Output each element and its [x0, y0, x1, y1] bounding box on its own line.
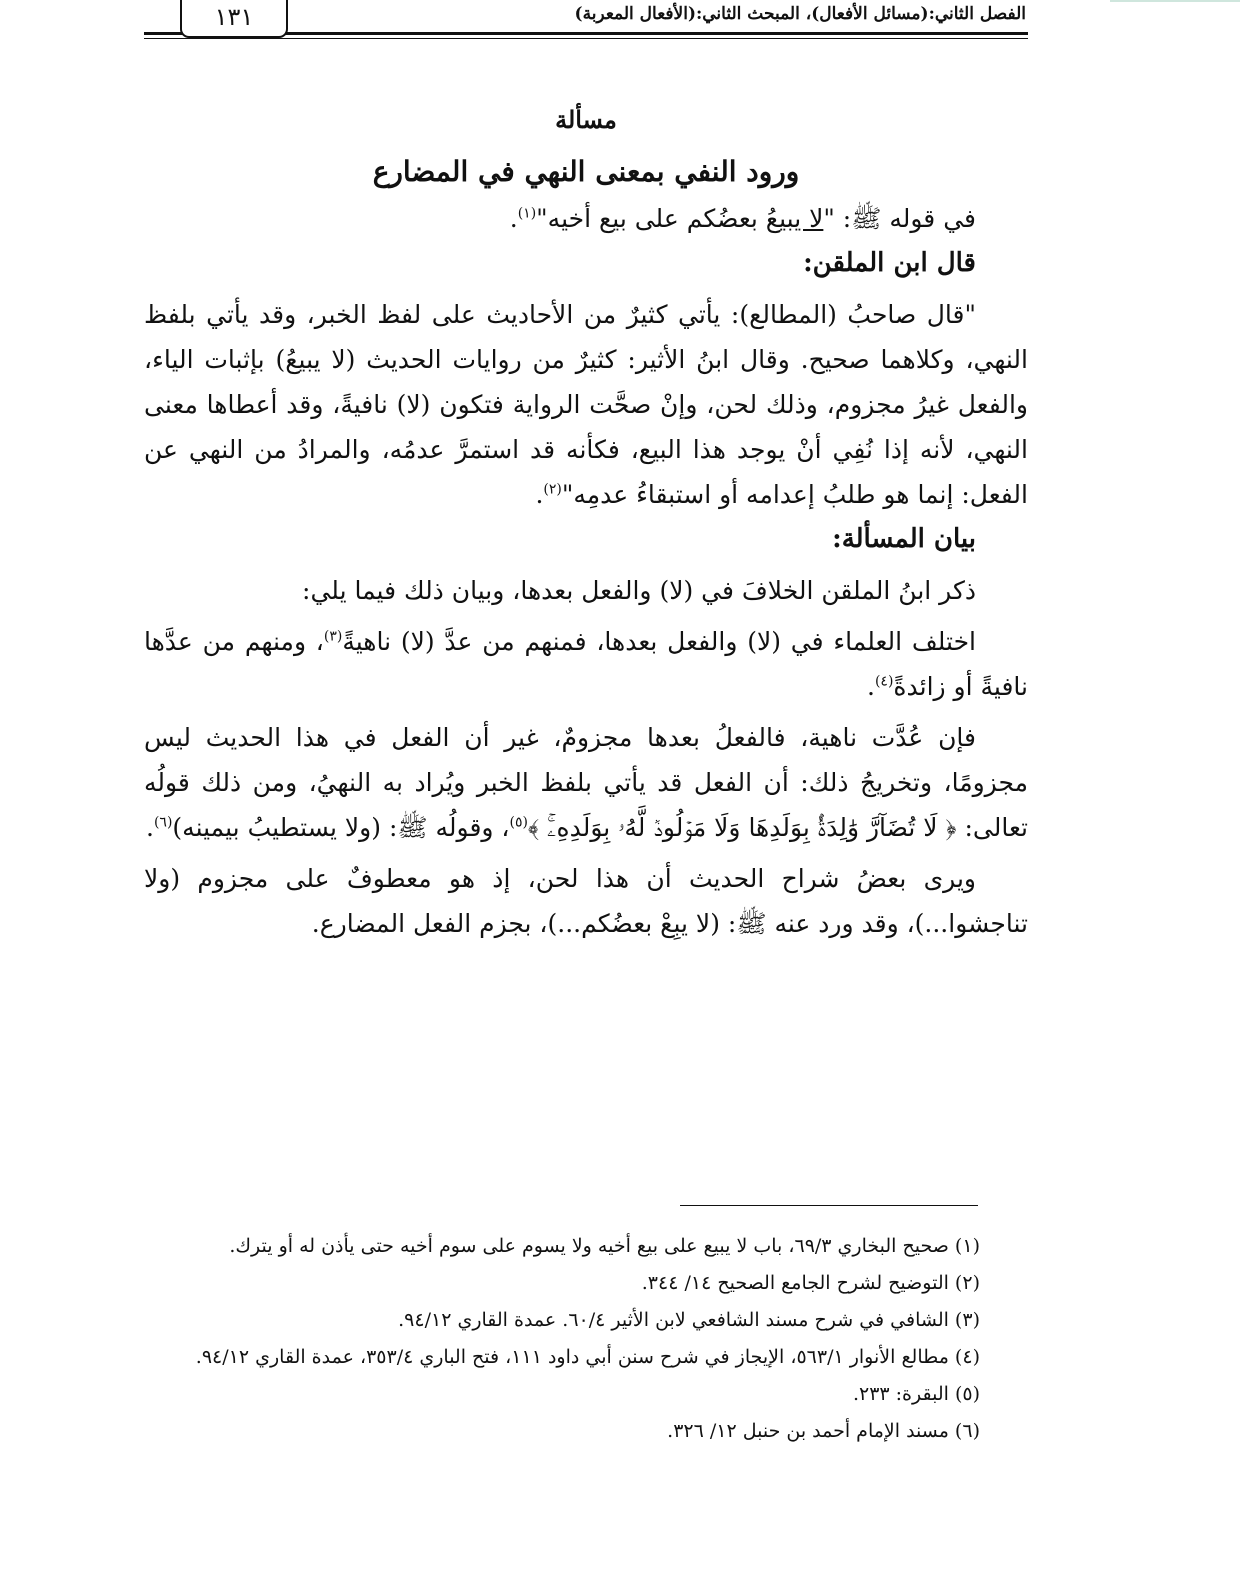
footnote-ref-2[interactable]: (٢)	[543, 481, 562, 498]
page-number: ١٣١	[180, 0, 288, 38]
issue-label: مسألة	[555, 105, 617, 134]
footnote-5: (٥) البقرة: ٢٣٣.	[852, 1383, 980, 1405]
paragraph-3-a: فإن عُدَّت ناهية، فالفعلُ بعدها مجزومٌ، غير أن الفعل في هذا الحديث ليس مجزومًا، وتخريجُ ذلك: أن الفعل قد يأتي بلفظ الخبر ويُراد به النهيُ، ومن ذلك قولُه تعالى: ﴿ لَا تُضَآرَّ وَٰلِدَةُۢ بِوَلَدِهَا وَلَا مَوۡلُودٞ لَّهُۥ بِوَلَدِهِۦۚ ﴾	[144, 723, 1028, 842]
footnote-ref-6[interactable]: (٦)	[153, 814, 173, 831]
hadith-underlined: لا يبيعُ	[765, 204, 824, 233]
footnote-1: (١) صحيح البخاري ٦٩/٣، باب لا يبيع على بيع أخيه ولا يسوم على سوم أخيه حتى يأذن له أو يترك.	[229, 1235, 980, 1257]
footnotes	[144, 1228, 1028, 1450]
paragraph-3-b: ، وقولُه ﷺ: (ولا يستطيبُ بيمينه)	[172, 813, 510, 842]
footnote-6: (٦) مسند الإمام أحمد بن حنبل ١٢/ ٣٢٦.	[667, 1420, 980, 1442]
intro-line: في قوله ﷺ: "لا يبيعُ بعضُكم على بيع أخيه"$^{(١)}$.	[509, 204, 976, 233]
corner-accent-line	[1110, 0, 1240, 2]
footnote-3: (٣) الشافي في شرح مسند الشافعي لابن الأثير ٦٠/٤. عمدة القاري ٩٤/١٢.	[398, 1309, 980, 1331]
paragraph-2: اختلف العلماء في (لا) والفعل بعدها، فمنهم من عدَّ (لا) ناهيةً$^{(٣)}$، ومنهم من عدَّها نافيةً أو زائدةً$^{(٤)}$.	[144, 627, 1028, 701]
header-rule-thin	[144, 38, 1028, 39]
quote-paragraph: "قال صاحبُ (المطالع): يأتي كثيرٌ من الأحاديث على لفظ الخبر، وقد يأتي بلفظ النهي، وكلاهما صحيح. وقال ابنُ الأثير: كثيرٌ من روايات الحديث (لا يبيعُ) بإثبات الياء، والفعل غيرُ مجزوم، وذلك لحن، وإنْ صحَّت الرواية فتكون (لا) نافيةً، وقد أعطاها معنى النهي، لأنه إذا نُفِي أنْ يوجد هذا البيع، فكأنه قد استمرَّ عدمُه، والمرادُ من النهي عن الفعل: إنما هو طلبُ إعدامه أو استبقاءُ عدمِه"$^{(٢)}$.	[144, 300, 1028, 509]
footnote-ref-1[interactable]: (١)	[517, 205, 537, 222]
running-title: الفصل الثاني:(مسائل الأفعال)، المبحث الثاني:(الأفعال المعربة)	[574, 4, 1026, 24]
footnote-2: (٢) التوضيح لشرح الجامع الصحيح ١٤/ ٣٤٤.	[641, 1272, 980, 1294]
paragraph-2-a: اختلف العلماء في (لا) والفعل بعدها، فمنهم من عدَّ (لا) ناهيةً	[342, 627, 976, 656]
footnote-separator	[680, 1205, 978, 1206]
intro-prefix: في قوله ﷺ: "	[823, 204, 976, 233]
paragraph-3: فإن عُدَّت ناهية، فالفعلُ بعدها مجزومٌ، غير أن الفعل في هذا الحديث ليس مجزومًا، وتخريجُ ذلك: أن الفعل قد يأتي بلفظ الخبر ويُراد به النهيُ، ومن ذلك قولُه تعالى: ﴿ لَا تُضَآرَّ وَٰلِدَةُۢ بِوَلَدِهَا وَلَا مَوۡلُودٞ لَّهُۥ بِوَلَدِهِۦۚ ﴾$^{(٥)}$، وقولُه ﷺ: (ولا يستطيبُ بيمينه)$^{(٦)}$.	[144, 723, 1028, 842]
paragraph-2-b: ، ومنهم من عدَّها نافيةً أو زائدةً	[144, 627, 1028, 701]
subheading-issue-explanation: بيان المسألة:	[832, 524, 976, 554]
main-content	[144, 100, 1028, 946]
quote-text: "قال صاحبُ (المطالع): يأتي كثيرٌ من الأحاديث على لفظ الخبر، وقد يأتي بلفظ النهي، وكلاهما صحيح. وقال ابنُ الأثير: كثيرٌ من روايات الحديث (لا يبيعُ) بإثبات الياء، والفعل غيرُ مجزوم، وذلك لحن، وإنْ صحَّت الرواية فتكون (لا) نافيةً، وقد أعطاها معنى النهي، لأنه إذا نُفِي أنْ يوجد هذا البيع، فكأنه قد استمرَّ عدمُه، والمرادُ من النهي عن الفعل: إنما هو طلبُ إعدامه أو استبقاءُ عدمِه"	[144, 300, 1028, 509]
page-header	[144, 0, 1028, 42]
paragraph-1: ذكر ابنُ الملقن الخلافَ في (لا) والفعل بعدها، وبيان ذلك فيما يلي:	[302, 576, 976, 605]
footnote-4: (٤) مطالع الأنوار ٥٦٣/١، الإيجاز في شرح سنن أبي داود ١١١، فتح الباري ٣٥٣/٤، عمدة القاري ٩٤/١٢.	[195, 1346, 980, 1368]
footnote-ref-3[interactable]: (٣)	[323, 628, 343, 645]
footnote-ref-4[interactable]: (٤)	[874, 673, 894, 690]
subheading-ibn-mulaqqin: قال ابن الملقن:	[803, 248, 976, 278]
section-title: ورود النفي بمعنى النهي في المضارع	[372, 155, 800, 188]
intro-suffix: بعضُكم على بيع أخيه"	[536, 204, 766, 233]
footnote-ref-5[interactable]: (٥)	[509, 814, 528, 831]
paragraph-4: ويرى بعضُ شراح الحديث أن هذا لحن، إذ هو معطوفٌ على مجزوم (ولا تناجشوا...)، وقد ورد عنه ﷺ: (لا يبِعْ بعضُكم...)، بجزم الفعل المضارع.	[144, 864, 1028, 938]
